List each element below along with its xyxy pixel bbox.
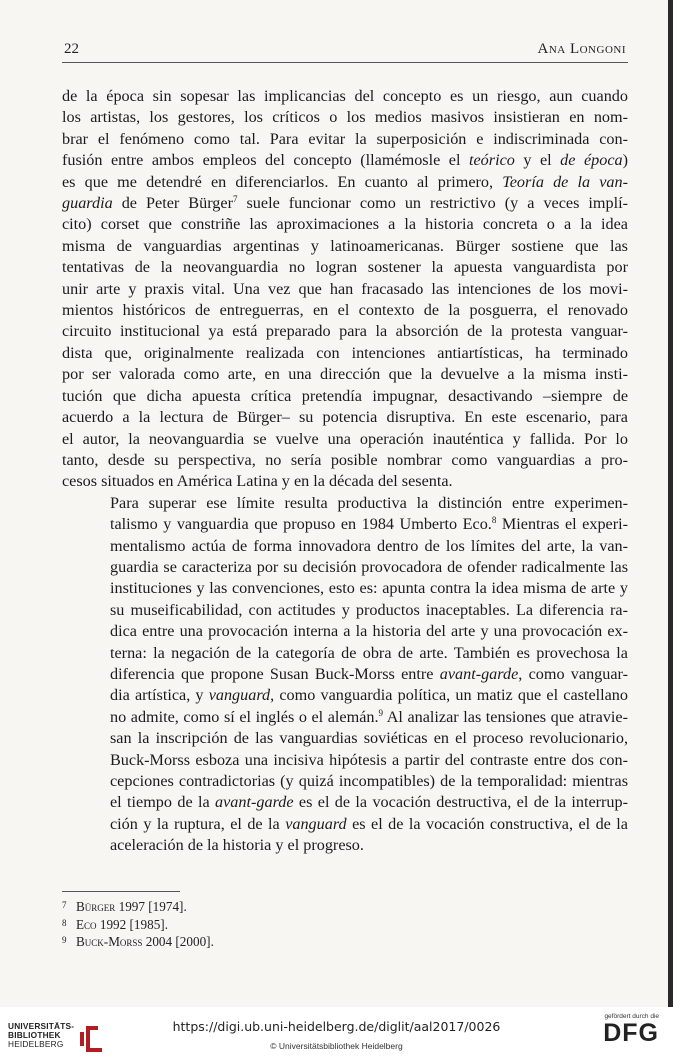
footnote-author: Buck-Morss <box>76 934 143 950</box>
library-name: UNIVERSITÄTS- BIBLIOTHEK HEIDELBERG <box>8 1021 75 1050</box>
footnote-number: 9 <box>62 935 67 946</box>
text-line: diferencia que propone Susan Buck-Morss entre avant-garde, como vanguar- <box>110 664 628 683</box>
body-text <box>62 86 628 857</box>
footnote-author: Eco <box>76 916 97 932</box>
footnote <box>62 898 462 916</box>
footnote-ref[interactable]: 8 <box>491 515 497 526</box>
footnote-ref[interactable]: 9 <box>378 707 384 718</box>
italic-term: avant-garde <box>439 664 519 683</box>
text-line: tentativas de la neovanguardia no logran sostener la apuesta vanguardista por <box>62 258 628 277</box>
text-line: dica entre una provocación interna a la historia del arte y una provocación ex- <box>110 622 628 641</box>
paragraph-2 <box>62 493 628 857</box>
text-line: cito) corset que constriñe las aproximaciones a la historia concreta o a la idea <box>62 215 628 234</box>
text-line: guardia se caracteriza por su decisión provocadora de ofender radicalmente las <box>110 557 628 576</box>
permalink-url[interactable]: https://digi.ub.uni-heidelberg.de/diglit/aal2017/0026 <box>172 1019 501 1034</box>
italic-term: teórico <box>469 151 515 170</box>
page-number: 22 <box>64 41 79 57</box>
book-title: Teoría de la van- <box>502 172 628 191</box>
text-line: cepciones contradictorias (y quizá incompatibles) de la temporalidad: mientras <box>110 772 628 790</box>
text-line: instituciones y las convenciones, esto es: apunta contra la idea misma de arte y <box>110 579 628 598</box>
text-line: Para superar ese límite resulta productiva la distinción entre experimen- <box>110 493 628 512</box>
text-line: san la inscripción de las vanguardias soviéticas en el proceso revolucionario, <box>110 729 628 748</box>
text-line: de la época sin sopesar las implicancias del concepto es un riesgo, aun cuando <box>62 87 628 105</box>
footnote-number: 8 <box>62 917 67 928</box>
text-line: cesos situados en América Latina y en la década del sesenta. <box>62 472 453 491</box>
text-line: tución que dicha apuesta crítica pretendía impugnar, desactivando –siempre de <box>62 386 628 405</box>
footnote-ref[interactable]: 7 <box>232 194 238 205</box>
copyright-notice: © Universitätsbibliothek Heidelberg <box>270 1041 403 1051</box>
paragraph-1 <box>62 86 628 493</box>
text-line: el autor, la neovanguardia se vuelve una operación inauténtica y fallida. Por lo <box>62 429 628 448</box>
text-line: acuerdo a la lectura de Bürger– su potencia disruptiva. En este escenario, para <box>62 408 628 427</box>
footnote-ref-text: 1997 [1974]. <box>118 899 187 914</box>
italic-term: de época <box>560 151 623 170</box>
footnote-divider <box>62 891 180 892</box>
text-line: tanto, desde su perspectiva, no sería posible nombrar como vanguardias a pro- <box>62 450 628 469</box>
footnote <box>62 916 462 934</box>
text-line: los artistas, los gestores, los críticos o los medios masivos insistieran en nom- <box>62 108 628 127</box>
text-line: Buck-Morss esboza una incisiva hipótesis a partir del contraste entre dos con- <box>110 750 628 769</box>
text-line: mentalismo actúa de forma innovadora dentro de los límites del arte, la van- <box>110 536 628 555</box>
text-line: circuito institucional ya está preparado para la absorción de la protesta vanguar- <box>62 322 628 341</box>
running-head <box>62 38 628 63</box>
footnote <box>62 933 462 951</box>
dfg-logo[interactable] <box>589 1013 659 1055</box>
text-line: el tiempo de la avant-garde es el de la vocación destructiva, el de la interrup- <box>110 793 628 812</box>
text-line: terna: la negación de la categoría de obra de arte. También es provechosa la <box>110 643 628 662</box>
italic-term: vanguard <box>285 814 347 833</box>
running-head-author: Ana Longoni <box>537 41 626 57</box>
text-line: su museificabilidad, con actitudes y productos inaceptables. La diferencia ra- <box>110 600 628 619</box>
text-line: ción y la ruptura, el de la vanguard es el de la vocación constructiva, el de la <box>110 814 628 833</box>
text-line: es que me detendré en diferenciarlos. En cuanto al primero, Teoría de la van- <box>62 172 628 191</box>
text-line: aceleración de la historia y el progreso. <box>110 836 364 855</box>
text-line: brar el fenómeno como tal. Para evitar la superposición e indiscriminada con- <box>62 129 628 148</box>
dfg-wordmark: DFG <box>603 1019 659 1047</box>
italic-term: vanguard <box>208 686 271 705</box>
text-line: fusión entre ambos empleos del concepto (llamémosle el teórico y el de época) <box>62 151 628 170</box>
text-line: no admite, como sí el inglés o el alemán.$^9$ Al analizar las tensiones que atravie- <box>110 707 628 726</box>
text-line: por ser valorada como arte, en una dirección que la devuelve a la misma insti- <box>62 365 628 384</box>
footnote-ref-text: 1992 [1985]. <box>99 916 168 932</box>
text-line: misma de vanguardias argentinas y latinoamericanas. Bürger sostiene que las <box>62 236 628 255</box>
italic-term: avant-garde <box>215 793 294 812</box>
dfg-caption: gefördert durch die <box>604 1013 659 1020</box>
text-line: dia artística, y vanguard, como vanguardia política, un matiz que el castellano <box>110 686 628 705</box>
footnote-author: Bürger <box>76 899 116 914</box>
text-line: unir arte y praxis vital. Una vez que han fracasado las intenciones de los movi- <box>62 279 628 298</box>
footnote-number: 7 <box>62 900 67 910</box>
book-title: guardia <box>62 194 113 213</box>
text-line: guardia de Peter Bürger$^7$ suele funcionar como un restrictivo (y a veces implí- <box>62 194 628 213</box>
text-line: mientos históricos de entreguerras, en el contexto de la posguerra, el renovado <box>62 301 628 320</box>
text-line: dista que, originalmente realizada con intenciones antiartísticas, ha terminado <box>62 343 628 362</box>
text-line: talismo y vanguardia que propuso en 1984 Umberto Eco.$^8$ Mientras el experi- <box>110 515 629 534</box>
footnotes <box>62 898 462 951</box>
footnote-ref-text: 2004 [2000]. <box>145 934 214 950</box>
